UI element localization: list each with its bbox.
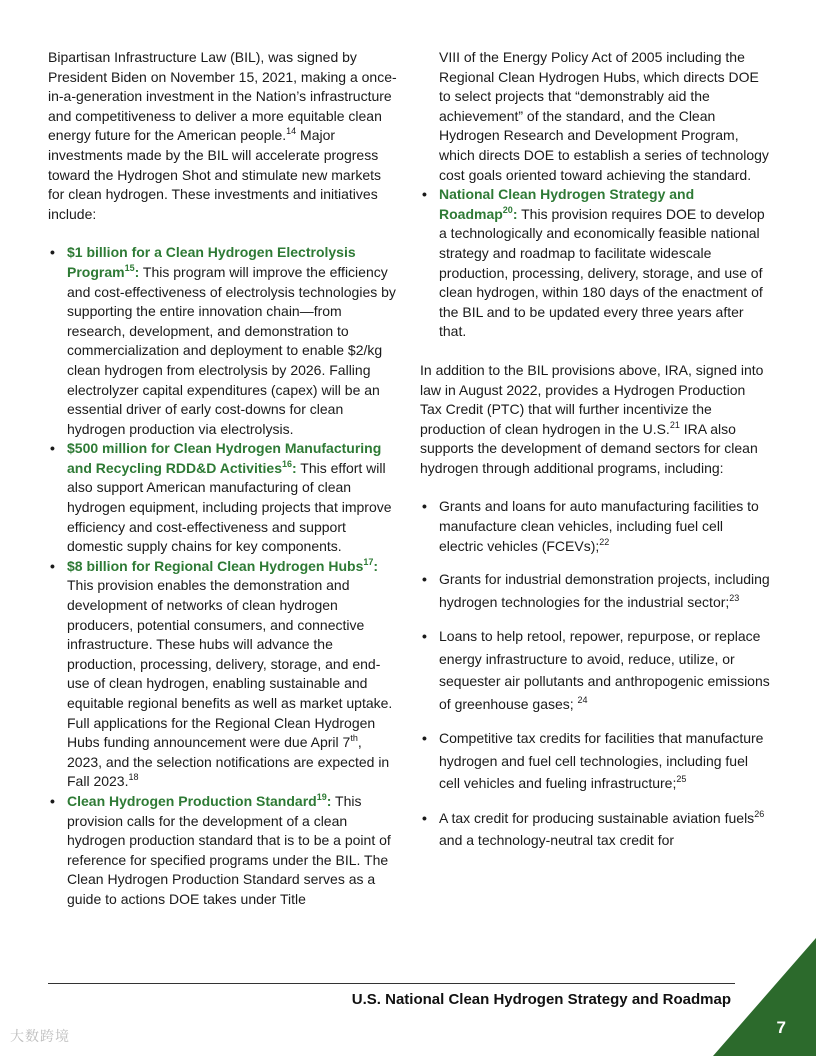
footer-divider — [48, 983, 735, 984]
footnote-ref: 26 — [754, 808, 765, 819]
footnote-ref: 20 — [502, 204, 513, 215]
list-item: • A tax credit for producing sustainable aviation fuels$^{26}$ and a technology-neutral tax credit for — [420, 807, 770, 852]
bil-bullet-list — [48, 243, 398, 909]
list-item: • Loans to help retool, repower, repurpose, or replace energy infrastructure to avoid, reduce, utilize, or sequester air pollutants and anthropogenic emissions of greenhouse gases; $^{24}$ — [420, 625, 770, 715]
list-item: • $8 billion for Regional Clean Hydrogen Hubs$^{17}$: This provision enables the demonstration and development of networks of clean hydrogen producers, potential consumers, and connective infrastructure. These hubs will advance the production, processing, delivery, storage, and end-use of clean hydrogen, enabling sustainable and equitable regional benefits as well as market uptake. Full applications for the Regional Clean Hydrogen Hubs funding announcement were due April 7th, 2023, and the selection notifications are expected in Fall 2023.18 — [48, 557, 398, 792]
bullet-heading: $500 million for Clean Hydrogen Manufacturing and Recycling RDD&D Activities — [67, 440, 382, 476]
watermark: 大数跨境 — [10, 1028, 70, 1044]
footnote-ref: 14 — [286, 126, 297, 137]
bullet-heading: National Clean Hydrogen Strategy and Roadmap — [439, 186, 695, 222]
right-column — [420, 48, 770, 864]
footnote-ref: 23 — [729, 592, 740, 603]
corner-triangle — [713, 938, 816, 1056]
footnote-ref: 19 — [316, 791, 327, 802]
list-item: • Grants for industrial demonstration projects, including hydrogen technologies for the industrial sector;$^{23}$ — [420, 568, 770, 613]
bil-bullet-list-cont — [420, 185, 770, 342]
bullet-heading: Clean Hydrogen Production Standard — [67, 792, 317, 809]
left-column — [48, 48, 398, 910]
page-number: 7 — [776, 1018, 786, 1037]
list-item: • Competitive tax credits for facilities that manufacture hydrogen and fuel cell technologies, including fuel cell vehicles and fueling infrastructure;$^{25}$ — [420, 727, 770, 795]
list-item: • Clean Hydrogen Production Standard$^{19}$: This provision calls for the development of a clean hydrogen production standard that is to be a point of reference for specified programs under the BIL. The Clean Hydrogen Production Standard serves as a guide to actions DOE takes under Title — [48, 792, 398, 910]
footnote-ref: 24 — [577, 694, 588, 705]
footnote-ref: 15 — [124, 262, 135, 273]
bullet-heading: $1 billion for a Clean Hydrogen Electrolysis Program — [67, 244, 356, 280]
intro-paragraph: Bipartisan Infrastructure Law (BIL), was signed by President Biden on November 15, 2021, making a once-in-a-generation investment in the Nation’s infrastructure and competitiveness to deliver a more equitable clean energy future for the American people.$^{14}$ Major investments made by the BIL will accelerate progress toward the Hydrogen Shot and stimulate new markets for clean hydrogen. These investments and initiatives include: — [48, 49, 397, 222]
footnote-ref: 16 — [281, 458, 292, 469]
list-item: • National Clean Hydrogen Strategy and Roadmap$^{20}$: This provision requires DOE to develop a technologically and economically feasible national strategy and roadmap to facilitate widescale production, processing, delivery, storage, and use of clean hydrogen, within 180 days of the enactment of the BIL and to be updated every three years after that. — [420, 185, 770, 342]
list-item: • $500 million for Clean Hydrogen Manufacturing and Recycling RDD&D Activities$^{16}$: This effort will also support American manufacturing of clean hydrogen equipment, including projects that improve efficiency and cost-effectiveness and support domestic supply chains for key components. — [48, 439, 398, 557]
ira-paragraph: In addition to the BIL provisions above, IRA, signed into law in August 2022, provides a Hydrogen Production Tax Credit (PTC) that will further incentivize the production of clean hydrogen in the U.S.$^{21}$ IRA also supports the development of demand sectors for clean hydrogen through additional programs, including: — [420, 361, 764, 476]
footnote-ref: 17 — [363, 556, 374, 567]
footer-title: U.S. National Clean Hydrogen Strategy and Roadmap — [351, 991, 731, 1008]
bullet-heading: $8 billion for Regional Clean Hydrogen Hubs — [67, 557, 364, 574]
ira-bullet-list — [420, 497, 770, 851]
continued-text: VIII of the Energy Policy Act of 2005 including the Regional Clean Hydrogen Hubs, which directs DOE to select projects that “demonstrably aid the achievement” of the standard, and the Clean Hydrogen Research and Development Program, which directs DOE to establish a series of technology cost goals oriented toward achieving the standard. — [439, 49, 769, 183]
footnote-ref: 25 — [676, 774, 687, 785]
list-item: • $1 billion for a Clean Hydrogen Electrolysis Program$^{15}$: This program will improve the efficiency and cost-effectiveness of electrolysis technologies by supporting the entire innovation chain—from research, development, and demonstration to commercialization and deployment to enable $2/kg clean hydrogen from electrolysis by 2026. Falling electrolyzer capital expenditures (capex) will be an essential driver of early cost-downs for clean hydrogen production via electrolysis. — [48, 243, 398, 439]
footnote-ref: 21 — [669, 419, 680, 430]
list-item: • Grants and loans for auto manufacturing facilities to manufacture clean vehicles, including fuel cell electric vehicles (FCEVs);$^{22}$ — [420, 497, 770, 556]
footnote-ref: 22 — [599, 536, 610, 547]
footnote-ref: 18 — [128, 772, 139, 783]
